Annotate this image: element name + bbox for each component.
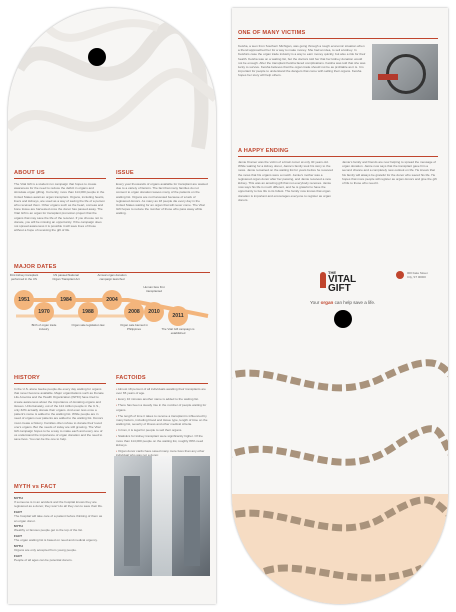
timeline-year: 2010 bbox=[144, 302, 164, 322]
ending-col1: Jamie Kramer was the victim of a brain tumor at only 40 years old. While waiting for a kidney donor, Jamie's family took his story to the news. Jamie remained on the waiting list for years before he received the news that his organs were a match. Jamie's mother was a registered organ donor after her passing, and Jamie received a new kidney. This was an amazing gift that not everybody receives. Jamie now says his life is much different, and he is grateful to have the opportunity to live life to its fullest. The family now knows that organ donation is important and encourages everyone to register as organ donors. bbox=[238, 160, 333, 202]
myth-text: If someone is in an accident and the hospital knows they are registered as a donor, they won't do all they can to save their life. bbox=[14, 500, 103, 509]
history-body: In the U.S. alone twelve people die every day waiting for organs that never become available. Major organizations such as Donate Life America and the Health Organization (WHO) have tried to create awareness about the importance of donating organs and tissues. Unfortunately, out of the 114 million people in the U.S., only 32% actually donate their organs. And even less once a patient's name is added to the waiting list. While people are in need of organs new patients are added to the waiting list. Donors must create a history. Families often refuse to donate their loved one's organs. But the needs of today are still growing. The Vital Gift campaign hopes to be a way to make each and every one of us understand the importance of organ donation and the need to save lives. You can be the one to help. bbox=[14, 387, 104, 442]
right-tag-panel bbox=[232, 8, 448, 604]
timeline-year: 2011 bbox=[168, 306, 188, 326]
timeline-event: The Vital Gift campaign is established bbox=[161, 327, 195, 335]
tagline-post: can help save a life. bbox=[333, 300, 376, 305]
timeline-event: Organ sale banned in Philippines bbox=[120, 323, 148, 331]
address: 000 Fake Street City, ST 00000 bbox=[407, 271, 428, 280]
timeline-event: Birth of organ trade industry bbox=[31, 323, 57, 331]
myth-text: The hospital will take care of a patient before thinking of them as an organ donor. bbox=[14, 514, 103, 523]
issue-title: ISSUE bbox=[116, 170, 134, 176]
myth-text: Organs are only accepted from young people. bbox=[14, 548, 77, 553]
chain-pattern bbox=[232, 348, 448, 604]
timeline-year: 1970 bbox=[34, 302, 54, 322]
about-title: ABOUT US bbox=[14, 170, 45, 176]
address-badge bbox=[396, 271, 404, 279]
issue-body: Every year thousands of organs available for transplant are wasted due to a variety of factors. The fact that many families do not consent to organ donation leaves many of the patients on the waiting list. Organs are not harvested because of a lack of registered donors. As many as 18 people die every day in the United States waiting for an organ that will never come. The Vital Gift hopes to reduce the number of those who pass away while waiting. bbox=[116, 182, 208, 216]
decorative-swirl-pattern bbox=[8, 8, 216, 158]
hospital-corridor-photo bbox=[114, 456, 210, 576]
myth-text: Wealthy or famous people get to the top of the list. bbox=[14, 528, 83, 533]
factoid-item: • In Iran, it is legal for people to sell their organs. bbox=[116, 428, 208, 432]
timeline-year: 1988 bbox=[78, 302, 98, 322]
ending-title: A HAPPY ENDING bbox=[238, 148, 289, 154]
timeline-event: Annual organ donation campaign launched bbox=[97, 273, 127, 281]
hang-hole-right bbox=[334, 310, 352, 328]
logo-the: THE bbox=[328, 270, 336, 275]
victims-body: Keisha, a teen from Southern Michigan, was going through a rough economic situation when a friend approached her for a way to make money. She had an idea, to sell a kidney. In Keisha's case the organ trade industry is a way to earn money quickly, but also a risk for their health. Keisha was on a waiting list, but the doctors told her that her kidney donation would not be enough. After the transplant Keisha faced complications. Keisha was told that she was lucky to survive. Keisha believes that the organ trade should not be as profitable as it is. It is important for people to understand the dangers that come with selling their organs. Keisha hopes her story will help others. bbox=[238, 44, 366, 78]
logo-vital: VITAL bbox=[328, 274, 357, 285]
victims-rule bbox=[238, 38, 438, 39]
factoid-item: • Almost 18 percent of all individuals awaiting their transplants are over 65 years of age. bbox=[116, 387, 208, 396]
factoid-item: • Organ donor cards have saved many more lives than any other bbox=[116, 449, 208, 458]
myth-label: MYTH bbox=[14, 544, 23, 549]
factoids-list bbox=[116, 387, 208, 459]
about-rule bbox=[14, 178, 106, 179]
myth-label: MYTH bbox=[14, 496, 23, 500]
factoid-item: • There has been a steady rise in the number of people waiting for organs. bbox=[116, 403, 208, 412]
myth-rule bbox=[14, 492, 106, 493]
myth-label: FACT bbox=[14, 553, 23, 558]
myth-label: FACT bbox=[14, 534, 23, 539]
victims-title: ONE OF MANY VICTIMS bbox=[238, 30, 306, 36]
timeline-event: First kidney transplant performed in the US bbox=[9, 273, 39, 281]
myth-list bbox=[14, 496, 106, 564]
dates-title: MAJOR DATES bbox=[14, 264, 57, 270]
hang-hole bbox=[88, 48, 106, 66]
vital-gift-logo bbox=[328, 270, 398, 293]
timeline-event: Organ sale legislation law bbox=[71, 323, 105, 327]
ending-col2: Jamie's family and friends are now helping to spread the message of organ donation. Jamie now says that the transplant gave him a second chance and a completely new outlook on life. He knows that his family will always be grateful for the donor who saved his life. He hopes that more people will register as organ donors and give the gift of life to those who need it. bbox=[342, 160, 437, 186]
timeline-year: 1951 bbox=[14, 290, 34, 310]
factoid-item: • Every 10 minutes another name is added to the waiting list. bbox=[116, 397, 208, 401]
tagline-pre: Your bbox=[310, 300, 321, 305]
myth-label: MYTH bbox=[14, 524, 23, 529]
factoid-item: • Statistics for kidney transplant were significantly higher. Of the more than 114,000 people on the waiting list, roughly 80% need kidneys. bbox=[116, 434, 208, 447]
myth-text: The organ waiting list is based on need and medical urgency. bbox=[14, 538, 98, 543]
left-tag-panel bbox=[8, 8, 216, 604]
factoid-item: • The length of time it takes to receive a transplant is influenced by many factors, including blood and tissue type, length of time on the waiting list, severity of illness and other medical criteria. bbox=[116, 414, 208, 427]
tagline-organ: organ bbox=[320, 300, 334, 305]
timeline-event: Human face first transplanted bbox=[143, 285, 165, 293]
myth-text: People of all ages can be potential donors. bbox=[14, 558, 73, 563]
history-title: HISTORY bbox=[14, 375, 40, 381]
timeline-year: 2004 bbox=[102, 290, 122, 310]
timeline-year: 2008 bbox=[124, 302, 144, 322]
ribbon-icon bbox=[320, 272, 326, 288]
logo-gift: GIFT bbox=[328, 283, 351, 294]
wheelchair-photo bbox=[372, 44, 438, 100]
issue-rule bbox=[116, 178, 208, 179]
tagline bbox=[310, 300, 375, 305]
factoids-rule bbox=[116, 383, 208, 384]
ending-rule bbox=[238, 156, 438, 157]
timeline-event: US passed National Organ Transplant Act bbox=[52, 273, 80, 281]
myth-title: MYTH vs FACT bbox=[14, 484, 57, 490]
about-body: The Vital Gift is a student run campaign that hopes to create awareness for the need to reduce the deficit in organs and stimulate organ gifting. Currently, more than 114,000 people in the United States await an organ transplant. Organs, including hearts, livers and kidneys, are used as a way of saving the life of a person who received them. Other organs such as the heart, corneas and bone tissue are harvested once the donor has passed away. The Vital Gift is an organ for transplant promotion project that the organs that may save the life of the receiver. If you choose not to donate, you will be missing an opportunity. If the campaign does not spread awareness it is possible it will save lives of those without a hope of receiving the gift of life. bbox=[14, 182, 105, 233]
history-rule bbox=[14, 383, 106, 384]
factoids-title: FACTOIDS bbox=[116, 375, 146, 381]
myth-label: FACT bbox=[14, 510, 23, 515]
timeline-year: 1984 bbox=[56, 290, 76, 310]
